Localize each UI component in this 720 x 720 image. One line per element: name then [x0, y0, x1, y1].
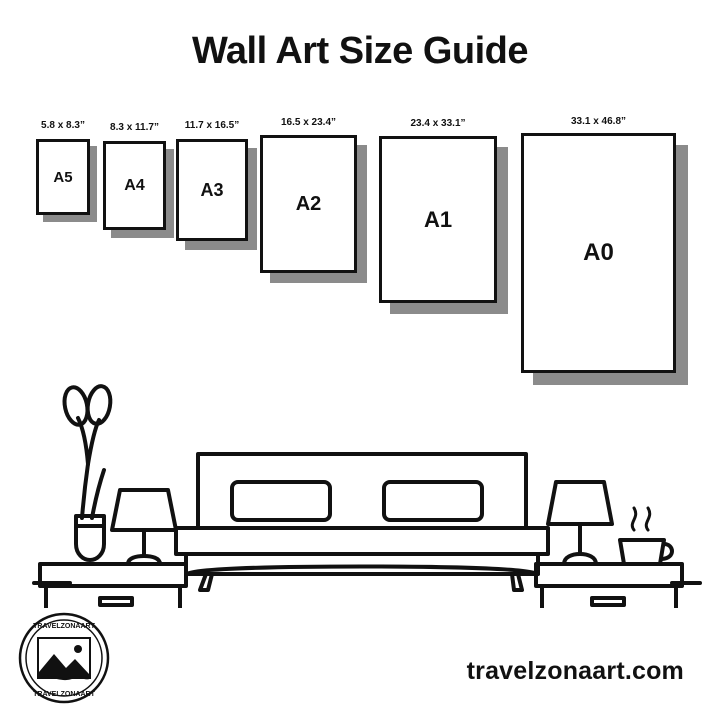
bed [176, 454, 548, 590]
frame-a5 [36, 139, 90, 215]
page-title: Wall Art Size Guide [191, 30, 529, 72]
frame-name-a3: A3 [200, 179, 224, 200]
frame-dimensions-a2: 16.5 x 23.4” [280, 117, 337, 128]
bedroom-scene [0, 378, 720, 608]
table-lamp-right [548, 482, 612, 564]
frame-dimensions-a5: 5.8 x 8.3” [41, 120, 85, 131]
frame-a2 [260, 135, 357, 273]
nightstand-left [40, 564, 186, 608]
pillow-right [384, 482, 482, 520]
website-url: travelzonaart.com [466, 657, 684, 685]
pillow-left [232, 482, 330, 520]
logo-text-top: TRAVELZONAART [33, 623, 95, 630]
nightstand-right [536, 564, 682, 608]
frame-dimensions-a1: 23.4 x 33.1” [410, 118, 466, 129]
frame-a3 [176, 139, 248, 241]
coffee-cup [620, 508, 672, 564]
drawer-handle [592, 598, 624, 605]
frame-name-a1: A1 [423, 206, 453, 232]
frame-name-a5: A5 [53, 168, 73, 186]
frame-a0 [521, 133, 676, 373]
vase-with-plant [61, 384, 113, 560]
frame-a4 [103, 141, 166, 230]
frame-name-a2: A2 [295, 192, 322, 215]
bed-leg-left [200, 574, 212, 590]
frame-name-a0: A0 [583, 239, 614, 266]
bed-leg-right [512, 574, 522, 590]
frame-dimensions-a3: 11.7 x 16.5” [184, 120, 240, 131]
table-lamp-left [112, 490, 176, 564]
drawer-handle [100, 598, 132, 605]
brand-logo [18, 612, 110, 704]
frame-dimensions-a4: 8.3 x 11.7” [110, 122, 159, 133]
frame-dimensions-a0: 33.1 x 46.8” [570, 116, 627, 127]
frame-a1 [379, 136, 497, 303]
frame-name-a4: A4 [124, 176, 145, 194]
logo-text-bottom: TRAVELZONAART [33, 691, 95, 698]
